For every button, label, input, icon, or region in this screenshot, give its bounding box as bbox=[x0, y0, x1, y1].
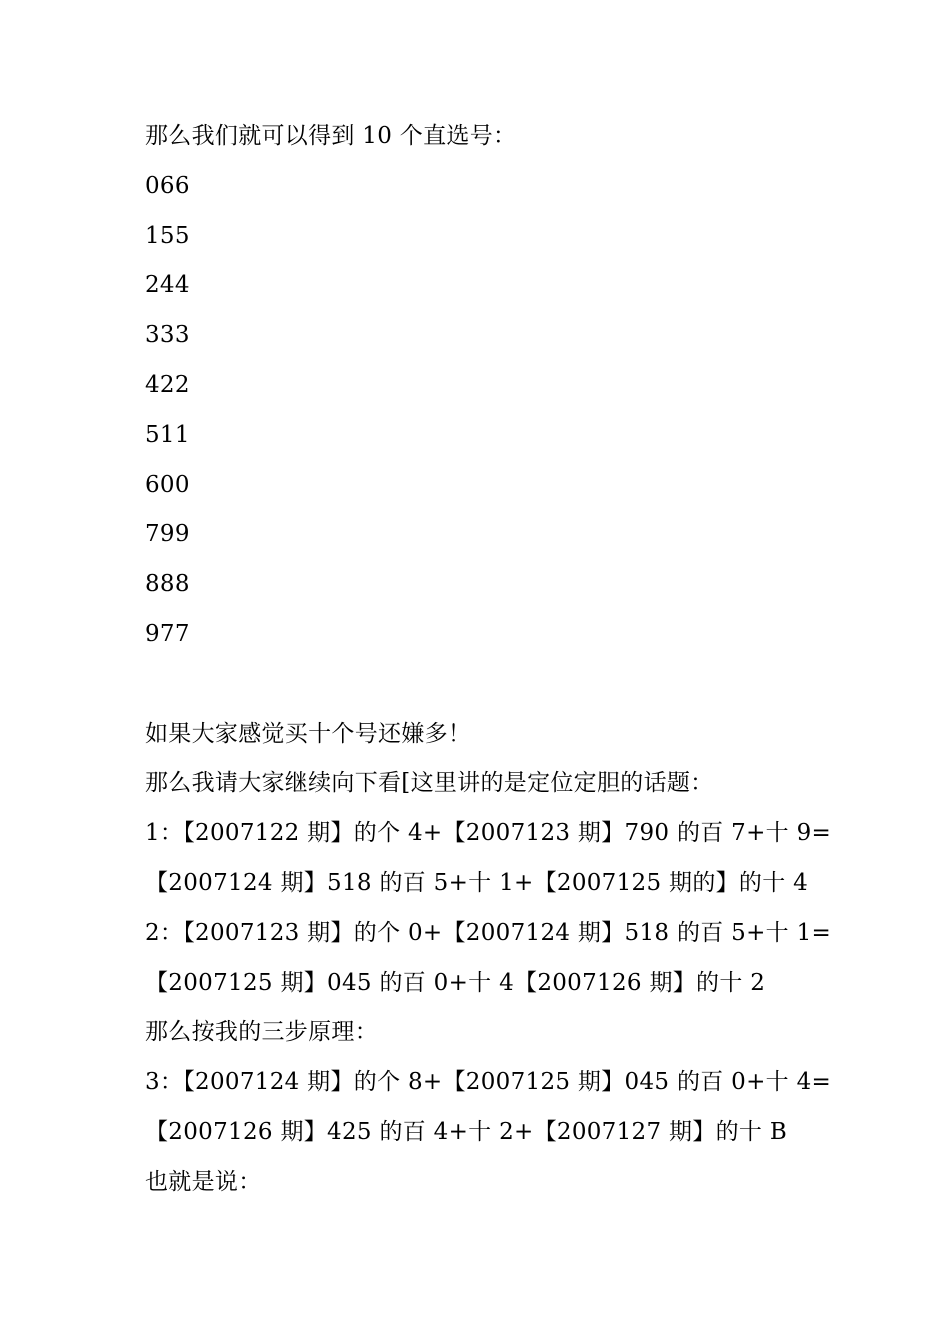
list-item: 244 bbox=[145, 272, 190, 299]
paragraph-line: 那么按我的三步原理： bbox=[145, 1019, 378, 1046]
list-item: 511 bbox=[145, 421, 190, 448]
list-item: 333 bbox=[145, 322, 190, 349]
list-item: 155 bbox=[145, 222, 190, 249]
list-item: 799 bbox=[145, 521, 190, 548]
list-item: 888 bbox=[145, 571, 190, 598]
list-item: 600 bbox=[145, 471, 190, 498]
list-item: 977 bbox=[145, 620, 190, 647]
paragraph-line: 3：【2007124 期】的个 8+【2007125 期】045 的百 0+十 4= bbox=[145, 1069, 832, 1096]
document-page bbox=[145, 112, 845, 1208]
intro-line: 那么我们就可以得到 10 个直选号： bbox=[145, 123, 517, 149]
paragraph-line: 【2007124 期】518 的百 5+十 1+【2007125 期的】的十 4 bbox=[145, 869, 809, 896]
paragraph-line: 那么我请大家继续向下看[这里讲的是定位定胆的话题： bbox=[145, 770, 714, 797]
paragraph-line: 【2007126 期】425 的百 4+十 2+【2007127 期】的十 B bbox=[145, 1118, 788, 1145]
body-text bbox=[145, 710, 845, 1208]
number-list bbox=[145, 162, 845, 660]
paragraph-line: 2：【2007123 期】的个 0+【2007124 期】518 的百 5+十 1= bbox=[145, 919, 832, 946]
list-item: 422 bbox=[145, 371, 190, 398]
paragraph-line: 1：【2007122 期】的个 4+【2007123 期】790 的百 7+十 9= bbox=[145, 820, 832, 847]
paragraph-line: 如果大家感觉买十个号还嫌多！ bbox=[145, 720, 472, 747]
paragraph-line: 也就是说： bbox=[145, 1168, 262, 1195]
blank-line bbox=[145, 660, 845, 710]
paragraph-line: 【2007125 期】045 的百 0+十 4【2007126 期】的十 2 bbox=[145, 969, 766, 996]
list-item: 066 bbox=[145, 172, 190, 199]
